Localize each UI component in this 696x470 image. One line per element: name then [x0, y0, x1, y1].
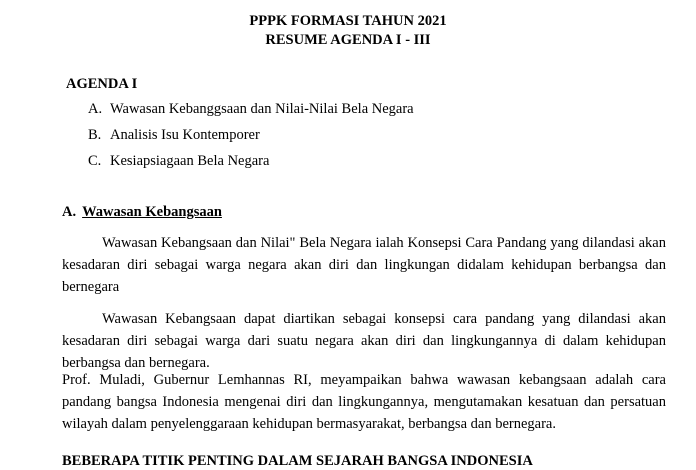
agenda-heading: AGENDA I	[66, 76, 138, 92]
agenda-item-c	[88, 152, 269, 170]
agenda-item-marker: B.	[88, 127, 102, 143]
section-marker: A.	[62, 204, 77, 220]
paragraph-2: Wawasan Kebangsaan dapat diartikan sebagai konsepsi cara pandang yang dilandasi akan kesadaran diri sebagai warga dari suatu negara akan diri dan lingkungannya di dalam kehidupan berbangsa dan bernegara.	[62, 311, 666, 371]
agenda-item-a	[88, 100, 414, 118]
paragraph-1: Wawasan Kebangsaan dan Nilai" Bela Negara ialah Konsepsi Cara Pandang yang dilandasi akan kesadaran diri sebagai warga negara akan diri dan lingkungan didalam kehidupan berbangsa dan bernegara	[62, 235, 666, 295]
agenda-item-b	[88, 126, 260, 144]
section-heading	[62, 203, 222, 221]
agenda-item-label: Kesiapsiagaan Bela Negara	[110, 153, 270, 169]
next-section-heading: BEBERAPA TITIK PENTING DALAM SEJARAH BANGSA INDONESIA	[62, 453, 533, 469]
document-subtitle: RESUME AGENDA I - III	[265, 32, 431, 48]
agenda-item-label: Analisis Isu Kontemporer	[110, 127, 260, 143]
agenda-item-label: Wawasan Kebanggsaan dan Nilai-Nilai Bela Negara	[110, 101, 414, 117]
document-title: PPPK FORMASI TAHUN 2021	[249, 13, 447, 29]
paragraph-3: Prof. Muladi, Gubernur Lemhannas RI, meyampaikan bahwa wawasan kebangsaan adalah cara pandang bangsa Indonesia mengenai diri dan lingkungannya, mengutamakan kesatuan dan persatuan wilayah dalam penyelenggaraan kehidupan bermasyarakat, berbangsa dan bernegara.	[62, 372, 666, 432]
agenda-item-marker: A.	[88, 101, 103, 117]
agenda-item-marker: C.	[88, 153, 102, 169]
section-title: Wawasan Kebangsaan	[82, 204, 222, 220]
